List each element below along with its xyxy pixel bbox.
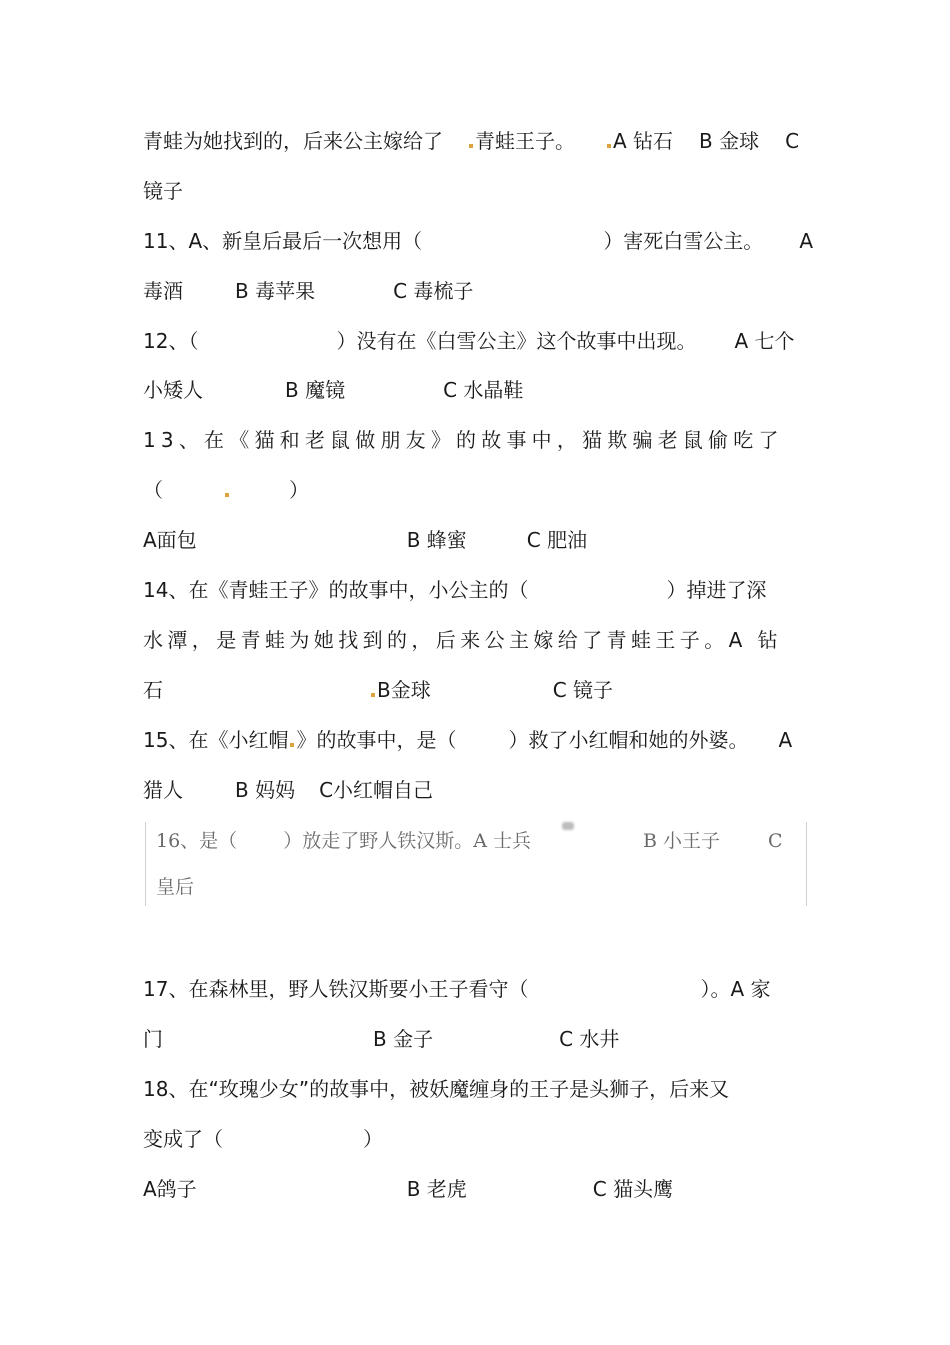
question-12-options: 小矮人 B 魔镜 C 水晶鞋 [143,378,524,402]
question-10-tail: 青蛙为她找到的，后来公主嫁给了 青蛙王子。 A 钻石 B 金球 C [143,129,800,153]
scan-smudge [562,822,574,830]
scanned-question-16-image [145,822,807,906]
question-15: 15、在《小红帽 》的故事中，是（ ）救了小红帽和她的外婆。 A [143,728,793,752]
mark-dot [225,493,229,497]
mark-dot [469,144,473,148]
question-18-options: A鸽子 B 老虎 C 猫头鹰 [143,1177,674,1201]
question-17-options: 门 B 金子 C 水井 [143,1027,620,1051]
question-13-blank: （ ） [143,478,309,502]
question-14: 14、在《青蛙王子》的故事中，小公主的（ ）掉进了深 [143,578,767,602]
question-14-cont: 水潭，是青蛙为她找到的，后来公主嫁给了青蛙王子。A 钻 [143,628,782,652]
question-13: 13、在《猫和老鼠做朋友》的故事中，猫欺骗老鼠偷吃了 [143,428,784,452]
mark-dot [607,144,611,148]
question-13-options: A面包 B 蜂蜜 C 肥油 [143,528,588,552]
mark-dot [371,693,375,697]
question-17: 17、在森林里，野人铁汉斯要小王子看守（ ）。A 家 [143,977,771,1001]
question-12: 12、（ ）没有在《白雪公主》这个故事中出现。 A 七个 [143,329,795,353]
question-18-blank: 变成了（ ） [143,1127,383,1151]
question-18: 18、在“玫瑰少女”的故事中，被妖魔缠身的王子是头狮子，后来又 [143,1077,730,1101]
question-14-options: 石 B金球 C 镜子 [143,678,614,702]
question-10-option-c: 镜子 [143,179,183,203]
question-16: 16、是（ ）放走了野人铁汉斯。A 士兵 B 小王子 C [156,830,783,852]
mark-dot [290,743,294,747]
question-11: 11、A、新皇后最后一次想用（ ）害死白雪公主。 A [143,229,813,253]
question-16-option-c: 皇后 [156,876,195,898]
question-11-options: 毒酒 B 毒苹果 C 毒梳子 [143,279,474,303]
question-15-options: 猎人 B 妈妈 C小红帽自己 [143,778,434,802]
